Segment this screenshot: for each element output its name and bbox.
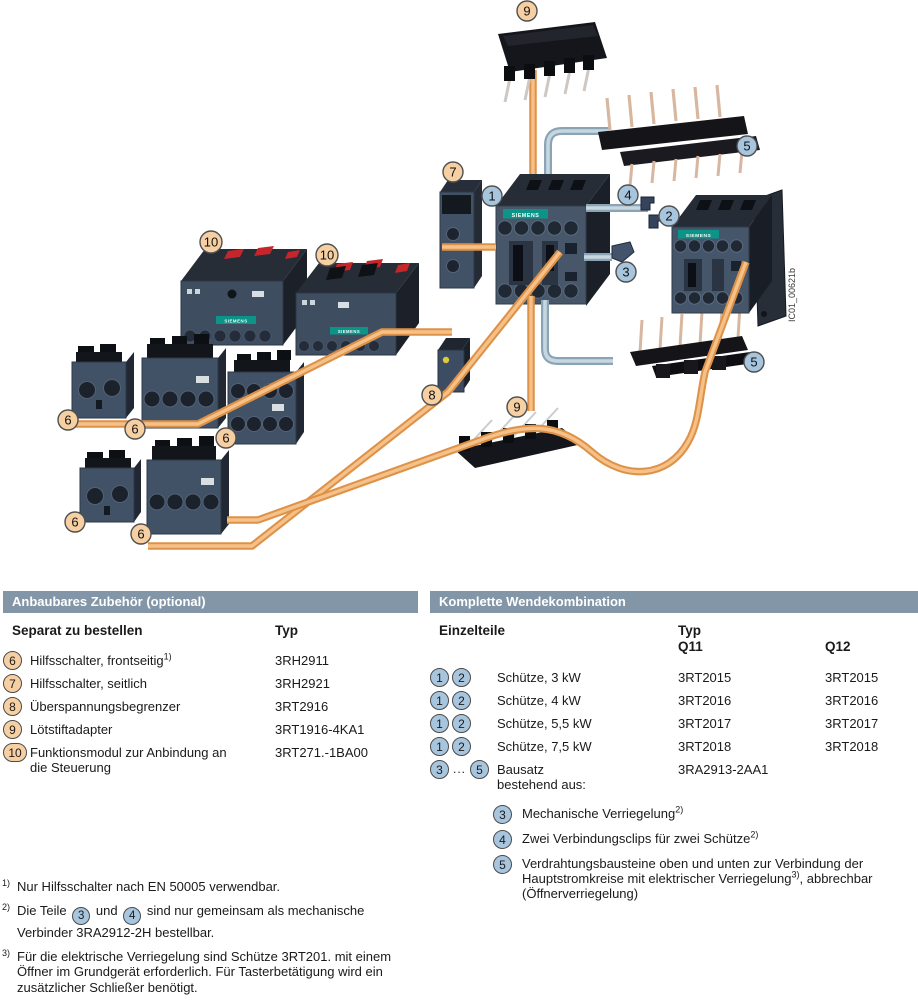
kit-item-list	[493, 804, 918, 901]
callout-contactor-1: 1	[488, 188, 496, 204]
item-q11: 3RT2015	[678, 670, 732, 685]
combination-rows	[430, 668, 918, 792]
item-number-badge: 3	[430, 760, 449, 779]
item-q12: 3RT2018	[825, 739, 879, 754]
item-number-badge: 7	[3, 674, 22, 693]
item-name: Funktionsmodul zur Anbindung an die Steuerung	[30, 745, 227, 775]
callout-aux-b: 6	[131, 421, 139, 437]
item-number-badge: 4	[123, 907, 141, 925]
interlock-clip	[612, 242, 634, 262]
range-ellipsis: ...	[453, 762, 467, 776]
aux-switch-side	[440, 180, 482, 288]
table-row	[3, 651, 418, 670]
connecting-clips	[641, 197, 662, 228]
footnote-text: Für die elektrische Verriegelung sind Schütze 3RT201. mit einem Öffner im Grundgerät erforderlich. Für Tasterbetätigung wird ein zusätzlicher Schließer benötigt.	[17, 948, 392, 995]
footnote-2: 2) Die Teile 3 und 4 sind nur gemeinsam als mechanische Verbinder 3RA2912-2H bestellbar.	[2, 901, 365, 941]
callout-surge: 8	[428, 387, 436, 403]
item-number-badge: 2	[452, 714, 471, 733]
table-row	[3, 743, 418, 775]
item-name: Hilfsschalter, seitlich	[30, 676, 148, 691]
busbar-top	[598, 85, 760, 186]
aux-block-4	[80, 450, 141, 522]
col-q11: Q11	[678, 639, 703, 654]
kit-name-line2: bestehend aus:	[497, 777, 586, 792]
callout-aux-c: 6	[222, 430, 230, 446]
footnote-marker: 2)	[2, 901, 11, 912]
aux-block-5	[147, 436, 229, 534]
col-typ: Typ	[678, 623, 701, 638]
item-typ: 3RH2921	[275, 676, 330, 691]
brand-label: SIEMENS	[337, 329, 361, 335]
callout-adapter-bottom: 9	[513, 399, 521, 415]
item-number-badge: 8	[3, 697, 22, 716]
solder-pin-adapter-top	[498, 22, 607, 102]
callout-contactor-2: 2	[665, 208, 673, 224]
item-number-badge: 2	[452, 737, 471, 756]
item-number-badge: 1	[430, 691, 449, 710]
item-q12: 3RT2015	[825, 670, 879, 685]
footnote-ref: 2)	[675, 804, 684, 815]
footnote-text: Die Teile	[17, 902, 67, 918]
footnote-3	[2, 949, 414, 996]
footnote-text: Nur Hilfsschalter nach EN 50005 verwendbar.	[17, 879, 281, 894]
item-name: Überspannungsbegrenzer	[30, 699, 181, 714]
item-number-badge: 2	[452, 668, 471, 687]
item-name: Hilfsschalter, frontseitig	[30, 653, 164, 668]
item-name: Schütze, 5,5 kW	[497, 716, 592, 731]
item-number-badge: 5	[470, 760, 489, 779]
combination-table-header: Komplette Wendekombination	[430, 591, 918, 613]
item-name: Lötstiftadapter	[30, 722, 113, 737]
footnote-marker: 1)	[2, 878, 11, 888]
col-einzelteile: Einzelteile	[439, 623, 506, 638]
kit-item-text: Mechanische Verriegelung	[522, 806, 676, 821]
callout-module-b: 10	[319, 247, 335, 263]
item-q11: 3RT2016	[678, 693, 732, 708]
table-row	[430, 737, 918, 756]
item-number-badge: 1	[430, 714, 449, 733]
item-q12: 3RT2016	[825, 693, 879, 708]
list-item	[493, 829, 918, 849]
function-module-a	[181, 246, 307, 345]
kit-row	[430, 760, 918, 792]
combination-table	[430, 591, 918, 906]
kit-q11: 3RA2913-2AA1	[678, 762, 769, 777]
item-number-badge: 3	[72, 907, 90, 925]
brand-label: SIEMENS	[685, 234, 712, 239]
item-number-badge: 6	[3, 651, 22, 670]
col-typ: Typ	[275, 623, 298, 638]
item-typ: 3RT271.-1BA00	[275, 745, 368, 760]
item-number-badge: 10	[3, 743, 27, 762]
callout-clips: 4	[624, 187, 632, 203]
callout-module-a: 10	[203, 234, 219, 250]
callout-interlock: 3	[622, 264, 630, 280]
item-number-badge: 1	[430, 668, 449, 687]
image-code: IC01_00621b	[787, 267, 797, 322]
footnote-1	[2, 879, 414, 895]
footnote-ref: 3)	[791, 869, 800, 880]
item-number-badge: 5	[493, 855, 512, 874]
item-number-badge: 3	[493, 805, 512, 824]
table-row	[430, 668, 918, 687]
accessories-table-header: Anbaubares Zubehör (optional)	[3, 591, 418, 613]
callout-aux-a: 6	[64, 412, 72, 428]
item-typ: 3RH2911	[275, 653, 329, 668]
busbar-bottom	[630, 306, 754, 378]
callout-busbar-top: 5	[743, 138, 751, 154]
footnote-ref: 2)	[750, 829, 759, 840]
item-q12: 3RT2017	[825, 716, 879, 731]
footnotes	[2, 879, 414, 1003]
item-q11: 3RT2017	[678, 716, 732, 731]
item-name: Schütze, 4 kW	[497, 693, 581, 708]
brand-label: SIEMENS	[511, 212, 540, 219]
footnote-ref: 1)	[163, 651, 172, 662]
table-row	[430, 714, 918, 733]
table-row	[3, 674, 418, 693]
table-row	[430, 691, 918, 710]
aux-block-3	[228, 350, 304, 444]
accessories-rows	[3, 651, 418, 775]
callout-busbar-bottom: 5	[750, 354, 758, 370]
brand-label: SIEMENS	[224, 318, 248, 324]
item-typ: 3RT1916-4KA1	[275, 722, 365, 737]
accessories-table	[3, 591, 418, 779]
aux-block-1	[72, 344, 134, 418]
accessories-column-headers	[3, 623, 418, 638]
item-number-badge: 1	[430, 737, 449, 756]
combination-column-headers	[430, 623, 918, 655]
item-name: Schütze, 3 kW	[497, 670, 581, 685]
item-typ: 3RT2916	[275, 699, 329, 714]
table-row	[3, 720, 418, 739]
item-number-badge: 9	[3, 720, 22, 739]
item-q11: 3RT2018	[678, 739, 732, 754]
contactor-2	[672, 190, 797, 326]
col-separat-zu-bestellen: Separat zu bestellen	[12, 623, 143, 638]
item-number-badge: 2	[452, 691, 471, 710]
list-item	[493, 804, 918, 824]
item-number-badge: 4	[493, 830, 512, 849]
callout-adapter-top: 9	[523, 3, 531, 19]
callout-aux-d: 6	[71, 514, 79, 530]
col-q12: Q12	[825, 639, 851, 654]
kit-item-text: Verdrahtungsbausteine oben und unten zur Verbindung der Hauptstromkreise mit elektrischer Verriegelung	[522, 856, 864, 886]
kit-item-text: Zwei Verbindungsclips für zwei Schütze	[522, 831, 751, 846]
callout-aux-side: 7	[449, 164, 457, 180]
item-name: Schütze, 7,5 kW	[497, 739, 592, 754]
kit-name: Bausatz	[497, 762, 544, 777]
table-row	[3, 697, 418, 716]
list-item: 5 Verdrahtungsbausteine oben und unten zur Verbindung der Hauptstromkreise mit elektrischer Verriegelung$^{3)}$, abbrechbar (Öffnerverriegelung)	[493, 854, 918, 901]
contactor-1	[496, 174, 610, 306]
callout-aux-e: 6	[137, 526, 145, 542]
footnote-marker: 3)	[2, 947, 11, 958]
